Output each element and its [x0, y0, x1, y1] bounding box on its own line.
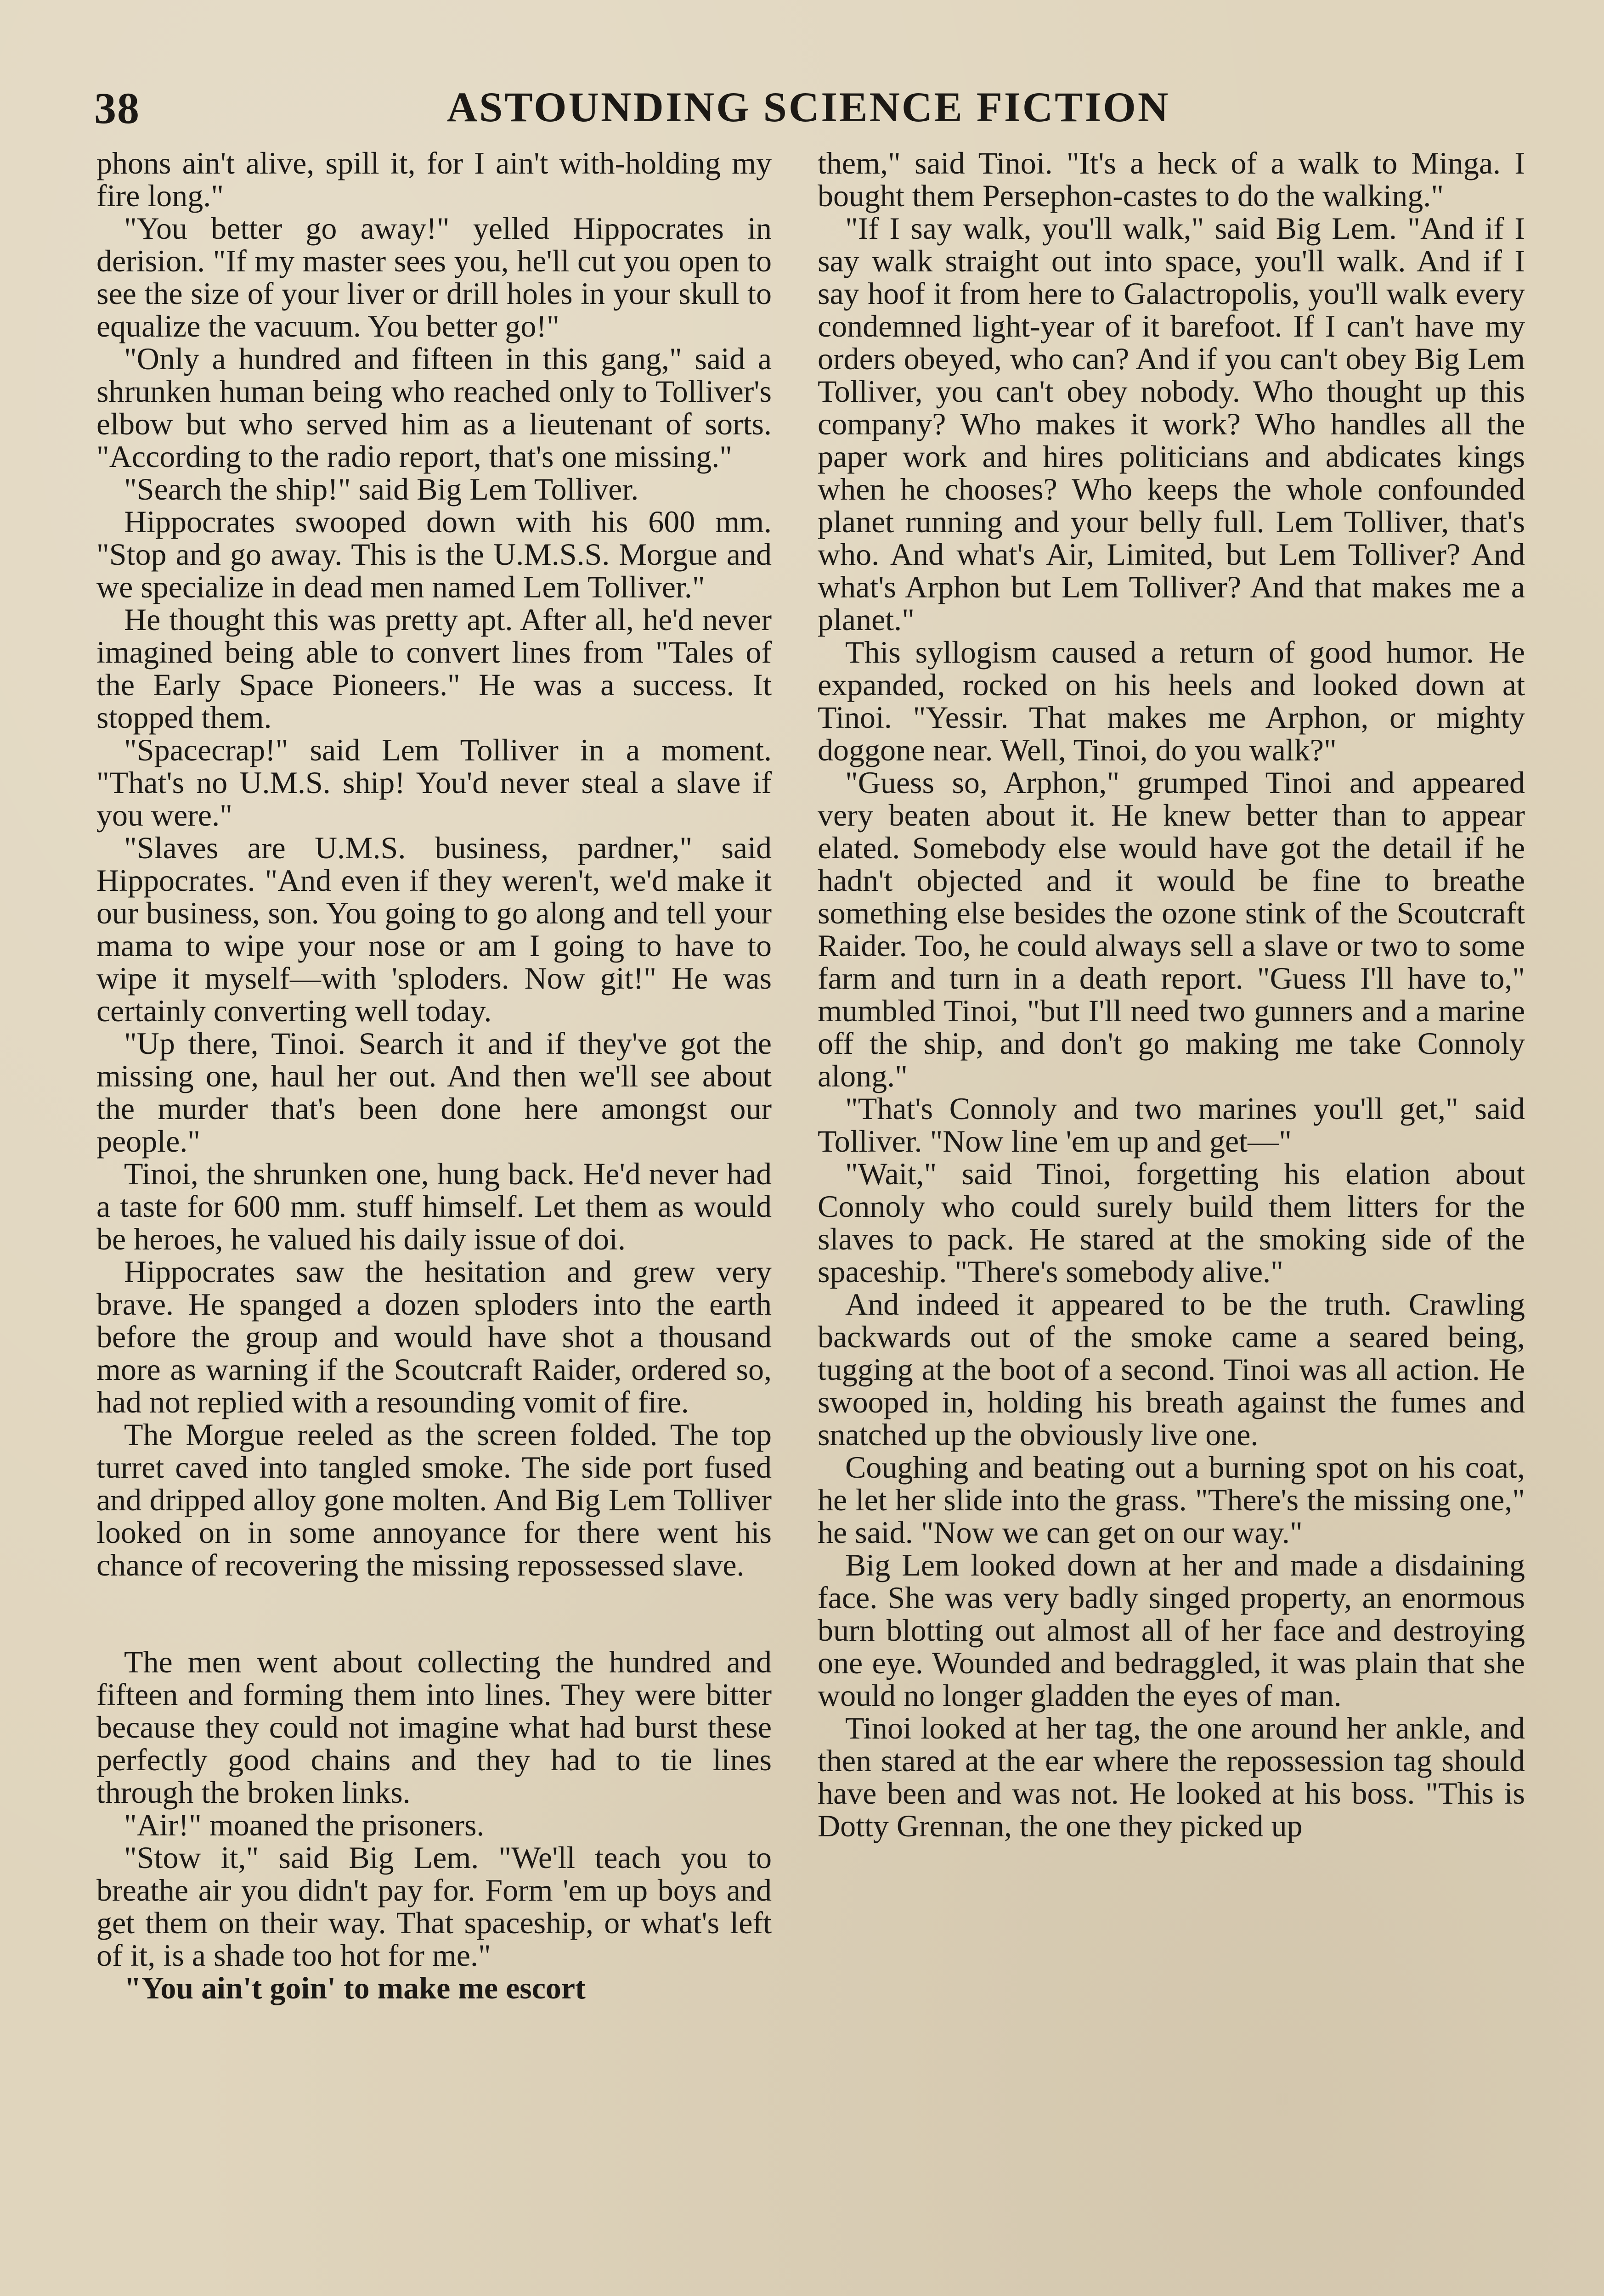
paragraph: "Air!" moaned the prisoners. [124, 1807, 485, 1842]
paragraph: "Search the ship!" said Big Lem Tolliver. [124, 472, 639, 506]
paragraph: "Guess so, Arphon," grumped Tinoi and appeared very beaten about it. He knew better than to appear elated. Somebody else would have got the detail if he hadn't objected and it would be fine to breathe something else besides the ozone stink of the Scoutcraft Raider. Too, he could always sell a slave or two to some farm and turn in a death report. "Guess I'll have to," mumbled Tinoi, "but I'll need two gunners and a marine off the ship, and don't go making me take Connoly along." [818, 765, 1525, 1093]
paragraph: "Stow it," said Big Lem. "We'll teach you to breathe air you didn't pay for. Form 'em up boys and get them on their way. That spaceship, or what's left of it, is a shade too hot for me." [96, 1840, 772, 1973]
page-header [94, 78, 1523, 142]
paragraph: "If I say walk, you'll walk," said Big Lem. "And if I say walk straight out into space, you'll walk. And if I say hoof it from here to Galactropolis, you'll walk every condemned light-year of it barefoot. If I can't have my orders obeyed, who can? And if you can't obey Big Lem Tolliver, you can't obey nobody. Who thought up this company? Who makes it work? Who handles all the paper work and hires politicians and abdicates kings when he chooses? Who keeps the whole confounded planet running and your belly full. Lem Tolliver, that's who. And what's Air, Limited, but Lem Tolliver? And what's Arphon but Lem Tolliver? And that makes me a planet." [818, 211, 1525, 637]
paragraph: "Spacecrap!" said Lem Tolliver in a moment. "That's no U.M.S. ship! You'd never steal a slave if you were." [96, 732, 772, 833]
paragraph: Coughing and beating out a burning spot on his coat, he let her slide into the grass. "There's the missing one," he said. "Now we can get on our way." [818, 1450, 1525, 1550]
paragraph: This syllogism caused a return of good humor. He expanded, rocked on his heels and looked down at Tinoi. "Yessir. That makes me Arphon, or mighty doggone near. Well, Tinoi, do you walk?" [818, 635, 1525, 767]
paragraph: phons ain't alive, spill it, for I ain't with-holding my fire long." [96, 147, 772, 213]
paragraph: "You ain't goin' to make me escort [124, 1970, 586, 2005]
running-title: ASTOUNDING SCIENCE FICTION [446, 84, 1170, 130]
paragraph: "You better go away!" yelled Hippocrates in derision. "If my master sees you, he'll cut you open to see the size of your liver or drill holes in your skull to equalize the vacuum. You better go!" [96, 211, 772, 343]
paragraph: "That's Connoly and two marines you'll get," said Tolliver. "Now line 'em up and get—" [818, 1091, 1525, 1159]
paragraph: them," said Tinoi. "It's a heck of a walk to Minga. I bought them Persephon-castes to do the walking." [818, 147, 1525, 213]
paragraph: Big Lem looked down at her and made a disdaining face. She was very badly singed property, an enormous burn blotting out almost all of her face and destroying one eye. Wounded and bedraggled, it was plain that she would no longer gladden the eyes of man. [818, 1548, 1525, 1713]
paragraph: "Wait," said Tinoi, forgetting his elation about Connoly who could surely build them litters for the slaves to pack. He stared at the smoking side of the spaceship. "There's somebody alive." [818, 1156, 1525, 1289]
paragraph: Tinoi looked at her tag, the one around her ankle, and then stared at the ear where the repossession tag should have been and was not. He looked at his boss. "This is Dotty Grennan, the one they picked up [818, 1711, 1525, 1843]
paragraph: The men went about collecting the hundred and fifteen and forming them into lines. They were bitter because they could not imagine what had burst these perfectly good chains and they had to tie lines through the broken links. [96, 1644, 772, 1810]
paragraph: "Up there, Tinoi. Search it and if they've got the missing one, haul her out. And then we'll see about the murder that's been done here amongst our people." [96, 1026, 772, 1159]
paragraph: The Morgue reeled as the screen folded. The top turret caved into tangled smoke. The side port fused and dripped alloy gone molten. And Big Lem Tolliver looked on in some annoyance for there went his chance of recovering the missing repossessed slave. [96, 1417, 772, 1582]
page-number: 38 [94, 84, 140, 133]
left-column [96, 147, 772, 2296]
paragraph: Hippocrates swooped down with his 600 mm. "Stop and go away. This is the U.M.S.S. Morgue and we specialize in dead men named Lem Tolliver." [96, 504, 772, 604]
paragraph: And indeed it appeared to be the truth. Crawling backwards out of the smoke came a seared being, tugging at the boot of a second. Tinoi was all action. He swooped in, holding his breath against the fumes and snatched up the obviously live one. [818, 1287, 1525, 1452]
paragraph: Hippocrates saw the hesitation and grew very brave. He spanged a dozen sploders into the earth before the group and would have shot a thousand more as warning if the Scoutcraft Raider, ordered so, had not replied with a resounding vomit of fire. [96, 1254, 772, 1419]
paragraph: "Slaves are U.M.S. business, pardner," said Hippocrates. "And even if they weren't, we'd make it our business, son. You going to go along and tell your mama to wipe your nose or am I going to have to wipe it myself—with 'sploders. Now git!" He was certainly converting well today. [96, 830, 772, 1028]
paragraph: "Only a hundred and fifteen in this gang," said a shrunken human being who reached only to Tolliver's elbow but who served him as a lieutenant of sorts. "According to the radio report, that's one missing." [96, 341, 772, 474]
paragraph: Tinoi, the shrunken one, hung back. He'd never had a taste for 600 mm. stuff himself. Let them as would be heroes, he valued his daily issue of doi. [96, 1156, 772, 1256]
right-column [818, 147, 1525, 2296]
paragraph: He thought this was pretty apt. After all, he'd never imagined being able to convert lines from "Tales of the Early Space Pioneers." He was a success. It stopped them. [96, 602, 772, 735]
